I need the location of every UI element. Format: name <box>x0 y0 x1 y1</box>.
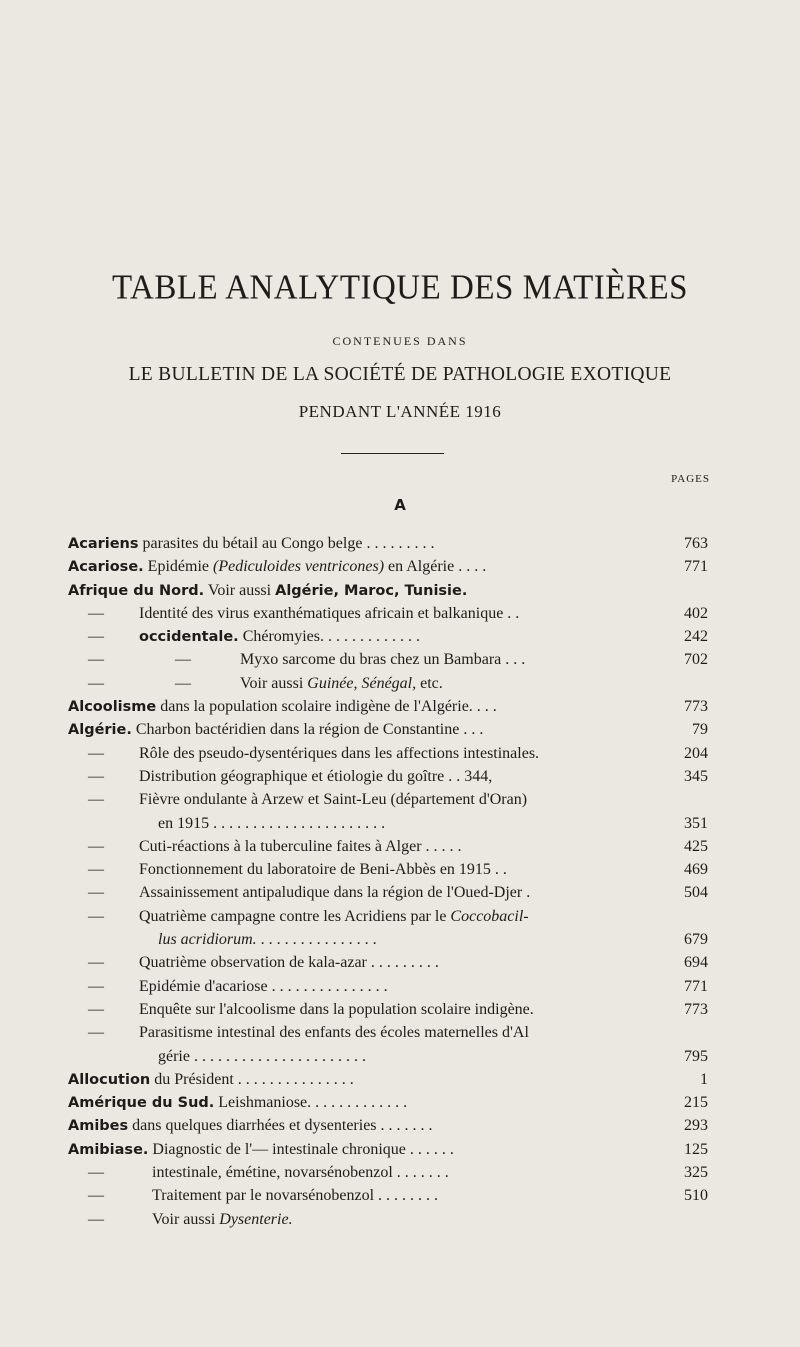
index-entry <box>0 718 800 741</box>
index-entry <box>0 555 800 578</box>
index-entry <box>0 1184 800 1207</box>
entry-description: Leishmaniose. . . . . . . . . . . . . <box>214 1094 408 1112</box>
entry-page-number: 293 <box>684 1117 708 1135</box>
entry-dash: — <box>88 767 104 785</box>
entry-description: dans quelques diarrhées et dysenteries . . . . . . . <box>128 1117 433 1135</box>
entry-text <box>68 1091 407 1115</box>
entry-description: Assainissement antipaludique dans la région de l'Oued-Djer . <box>139 884 531 902</box>
entry-heading: Amibes <box>68 1118 129 1135</box>
entry-dash: — <box>88 884 104 902</box>
entry-description-tail: . . . . . . . . . . . . . . . <box>256 931 377 949</box>
entry-dash: — <box>88 651 104 669</box>
index-entry <box>0 835 800 858</box>
entry-heading: Amérique du Sud. <box>68 1095 215 1112</box>
entry-text <box>139 951 439 974</box>
entry-description: Myxo sarcome du bras chez un Bambara . . . <box>240 651 526 669</box>
index-entry <box>0 625 800 648</box>
entry-description: dans la population scolaire indigène de l'Algérie. . . . <box>156 698 497 716</box>
entry-description: Rôle des pseudo-dysentériques dans les affections intestinales. <box>139 744 540 762</box>
subtitle-contenues: CONTENUES DANS <box>332 334 468 348</box>
index-entry <box>0 1091 800 1114</box>
title-divider <box>341 453 444 454</box>
entry-text <box>139 742 539 765</box>
entry-text <box>68 532 434 556</box>
entry-description: du Président . . . . . . . . . . . . . . . <box>150 1070 354 1088</box>
entry-text <box>139 858 507 881</box>
entry-page-number: 679 <box>684 931 708 949</box>
entry-description: en 1915 . . . . . . . . . . . . . . . . . . . . . . <box>158 814 386 832</box>
index-entry <box>0 672 800 695</box>
entry-page-number: 504 <box>684 884 708 902</box>
entry-dash: — <box>88 1164 104 1182</box>
entry-italic-text: Dysenterie. <box>219 1210 293 1228</box>
entry-text <box>139 625 420 649</box>
entry-description: gérie . . . . . . . . . . . . . . . . . . . . . . <box>158 1047 366 1065</box>
entry-text <box>68 555 486 579</box>
entry-dash: — <box>88 1024 104 1042</box>
entry-description: Charbon bactéridien dans la région de Constantine . . . <box>131 721 484 739</box>
entry-description: Traitement par le novarsénobenzol . . . . . . . . <box>152 1187 439 1205</box>
index-entry <box>0 742 800 765</box>
entry-dash: — <box>88 977 104 995</box>
index-entry <box>0 532 800 555</box>
page-title: TABLE ANALYTIQUE DES MATIÈRES <box>112 269 688 307</box>
entry-heading: Allocution <box>68 1071 151 1088</box>
entry-description: Parasitisme intestinal des enfants des écoles maternelles d'Al <box>139 1024 529 1042</box>
entry-text <box>68 1068 354 1092</box>
index-entry <box>0 602 800 625</box>
entry-page-number: 125 <box>684 1140 708 1158</box>
entry-text <box>68 695 497 719</box>
entry-page-number: 351 <box>684 814 708 832</box>
section-letter: A <box>394 496 406 514</box>
entry-description: Diagnostic de l'— intestinale chronique . . . . . . <box>148 1140 454 1158</box>
entry-dash-secondary: — <box>175 674 191 692</box>
entry-page-number: 763 <box>684 535 708 552</box>
entry-page-number: 510 <box>684 1187 708 1205</box>
entry-description: Quatrième observation de kala-azar . . . . . . . . . <box>139 954 439 972</box>
entry-text <box>152 1161 449 1184</box>
entry-dash: — <box>88 1187 104 1205</box>
entry-text <box>158 812 385 835</box>
entry-page-number: 345 <box>684 767 708 785</box>
entry-description-tail: etc. <box>416 674 443 692</box>
index-entry <box>0 1114 800 1137</box>
index-entry <box>0 975 800 998</box>
index-entry <box>0 788 800 811</box>
index-entry <box>0 1021 800 1044</box>
entry-heading: occidentale. <box>139 629 239 646</box>
entry-page-number: 771 <box>684 558 708 576</box>
entry-description: Quatrième campagne contre les Acridiens par le <box>139 907 451 925</box>
subtitle-bulletin: LE BULLETIN DE LA SOCIÉTÉ DE PATHOLOGIE EXOTIQUE <box>128 364 672 385</box>
entry-page-number: 325 <box>684 1164 708 1182</box>
entry-description: Fonctionnement du laboratoire de Beni-Abbès en 1915 . . <box>139 861 507 879</box>
index-entry <box>0 812 800 835</box>
entry-description: Cuti-réactions à la tuberculine faites à Alger . . . . . <box>139 837 462 855</box>
index-entry <box>0 1045 800 1068</box>
index-entry <box>0 1138 800 1161</box>
index-entry <box>0 695 800 718</box>
entry-page-number: 1 <box>700 1070 708 1088</box>
entry-text <box>68 718 483 742</box>
entry-page-number: 795 <box>684 1047 708 1065</box>
entry-text <box>68 579 467 603</box>
index-entry <box>0 928 800 951</box>
entry-text <box>139 602 519 625</box>
entry-text <box>139 788 527 811</box>
entry-description: Identité des virus exanthématiques africain et balkanique . . <box>139 604 520 622</box>
entry-dash: — <box>88 1000 104 1018</box>
entry-text <box>68 1114 433 1138</box>
entry-text <box>158 1045 366 1068</box>
entry-description: Epidémie d'acariose . . . . . . . . . . . . . . . <box>139 977 388 995</box>
entry-page-number: 425 <box>684 837 708 855</box>
entry-text <box>152 1208 293 1231</box>
entry-dash: — <box>88 628 104 646</box>
entry-text <box>139 765 492 788</box>
entry-italic-text: lus acridiorum. <box>158 931 257 949</box>
entry-description: Voir aussi <box>152 1210 220 1228</box>
entry-page-number: 469 <box>684 861 708 879</box>
entry-dash: — <box>88 837 104 855</box>
entry-description-tail: en Algérie . . . . <box>384 558 487 576</box>
entry-page-number: 773 <box>684 1000 708 1018</box>
index-entry <box>0 648 800 671</box>
entry-italic-text: (Pediculoides ventricones) <box>212 558 385 576</box>
entry-heading: Acariens <box>68 536 139 552</box>
entry-text <box>139 975 388 998</box>
entry-description: Fièvre ondulante à Arzew et Saint-Leu (département d'Oran) <box>139 791 528 809</box>
index-entry <box>0 1161 800 1184</box>
index-entries <box>0 532 800 1231</box>
entry-page-number: 694 <box>684 954 708 972</box>
entry-dash: — <box>88 674 104 692</box>
entry-text <box>158 928 377 951</box>
entry-text <box>139 1021 529 1044</box>
index-entry <box>0 765 800 788</box>
pages-column-label: PAGES <box>671 473 710 485</box>
entry-text <box>240 672 443 695</box>
entry-text <box>68 1138 454 1162</box>
entry-description: Distribution géographique et étiologie du goître . . 344, <box>139 767 493 785</box>
entry-dash: — <box>88 954 104 972</box>
entry-heading: Afrique du Nord. <box>68 582 205 599</box>
entry-heading: Acariose. <box>68 559 144 576</box>
subtitle-year: PENDANT L'ANNÉE 1916 <box>298 402 502 421</box>
entry-description: Voir aussi <box>240 674 308 692</box>
entry-description: intestinale, émétine, novarsénobenzol . . . . . . . <box>152 1164 449 1182</box>
entry-dash: — <box>88 1210 104 1228</box>
index-entry <box>0 951 800 974</box>
entry-text <box>139 881 530 904</box>
entry-dash: — <box>88 861 104 879</box>
entry-text <box>139 998 534 1021</box>
entry-page-number: 402 <box>684 604 708 622</box>
entry-page-number: 702 <box>684 651 708 669</box>
index-entry <box>0 881 800 904</box>
index-entry <box>0 998 800 1021</box>
entry-text <box>152 1184 438 1207</box>
entry-page-number: 204 <box>684 744 708 762</box>
entry-dash: — <box>88 604 104 622</box>
entry-page-number: 242 <box>684 628 708 646</box>
entry-italic-text: Guinée, Sénégal, <box>307 674 417 692</box>
entry-heading: Algérie. <box>68 722 132 739</box>
entry-page-number: 773 <box>684 698 708 716</box>
entry-page-number: 771 <box>684 977 708 995</box>
entry-description: Enquête sur l'alcoolisme dans la population scolaire indigène. <box>139 1000 534 1018</box>
entry-dash: — <box>88 791 104 809</box>
entry-italic-text: Coccobacil- <box>450 907 529 925</box>
entry-text <box>240 648 525 671</box>
entry-description: Voir aussi <box>204 581 276 599</box>
entry-heading: Amibiase. <box>68 1141 149 1158</box>
entry-cross-reference: Algérie, Maroc, Tunisie. <box>275 582 468 599</box>
entry-description: Epidémie <box>143 558 213 576</box>
index-entry <box>0 1208 800 1231</box>
index-entry <box>0 858 800 881</box>
entry-heading: Alcoolisme <box>68 699 157 716</box>
entry-dash-secondary: — <box>175 651 191 669</box>
index-entry <box>0 905 800 928</box>
index-entry <box>0 1068 800 1091</box>
entry-dash: — <box>88 907 104 925</box>
index-entry <box>0 579 800 602</box>
entry-page-number: 215 <box>684 1094 708 1112</box>
entry-description: Chéromyies. . . . . . . . . . . . . <box>238 628 421 646</box>
entry-description: parasites du bétail au Congo belge . . . . . . . . . <box>138 535 435 552</box>
entry-dash: — <box>88 744 104 762</box>
entry-page-number: 79 <box>692 721 708 739</box>
entry-text <box>139 835 462 858</box>
entry-text <box>139 905 529 928</box>
